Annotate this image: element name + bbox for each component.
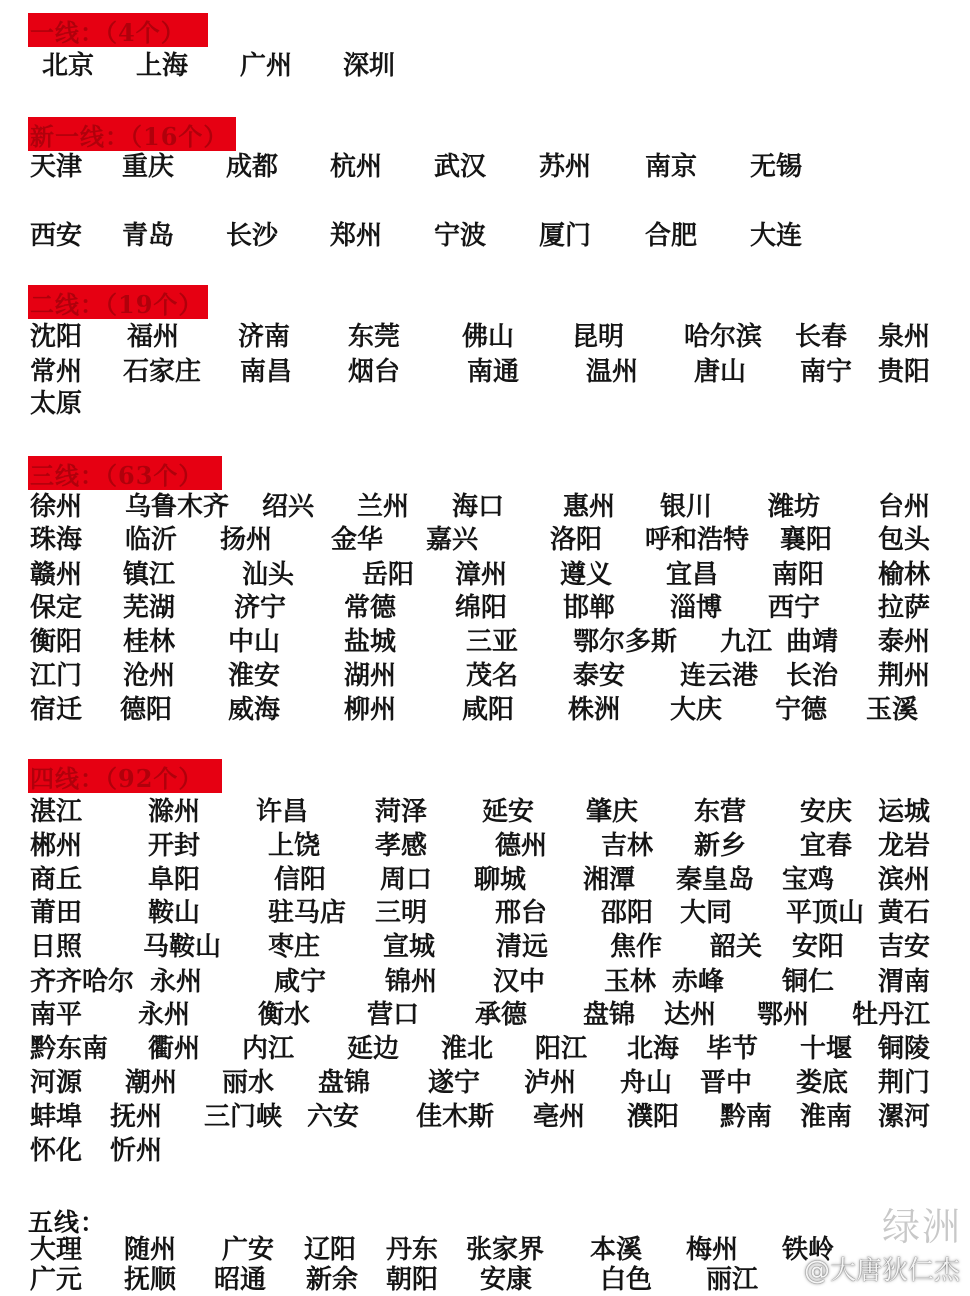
city-name: 济宁 [234,593,287,623]
city-name: 贵阳 [878,357,931,387]
city-name: 汕头 [242,560,295,590]
city-name: 淄博 [670,593,723,623]
city-name: 宿迁 [30,695,83,725]
city-name: 咸阳 [462,695,515,725]
city-name: 常州 [30,357,83,387]
city-name: 韶关 [710,932,763,962]
city-name: 潮州 [125,1068,178,1098]
city-name: 南平 [30,1000,83,1030]
city-name: 德阳 [120,695,173,725]
city-name: 长春 [795,322,848,352]
city-name: 晋中 [700,1068,753,1098]
city-name: 包头 [878,525,931,555]
city-name: 乌鲁木齐 [125,492,230,522]
city-name: 宜昌 [666,560,719,590]
city-name: 阜阳 [148,865,201,895]
city-name: 龙岩 [878,831,931,861]
city-name: 赣州 [30,560,83,590]
city-name: 玉林 [604,967,657,997]
city-name: 泰安 [573,661,626,691]
city-name: 无锡 [750,152,803,182]
city-name: 许昌 [256,797,309,827]
city-name: 沧州 [123,661,176,691]
city-name: 玉溪 [866,695,919,725]
city-name: 潍坊 [768,492,821,522]
city-name: 温州 [586,357,639,387]
city-name: 丽水 [222,1068,275,1098]
city-name: 延安 [482,797,535,827]
city-name: 泸州 [524,1068,577,1098]
city-name: 济南 [238,322,291,352]
city-name: 六安 [307,1102,360,1132]
city-name: 邯郸 [563,593,616,623]
city-name: 内江 [242,1034,295,1064]
city-name: 上饶 [268,831,321,861]
city-name: 十堰 [800,1034,853,1064]
city-name: 三明 [375,898,428,928]
city-name: 秦皇岛 [676,865,755,895]
city-name: 淮南 [800,1102,853,1132]
city-name: 常德 [344,593,397,623]
city-name: 盘锦 [583,1000,636,1030]
city-name: 临沂 [125,525,178,555]
city-name: 白色 [600,1265,653,1295]
city-name: 徐州 [30,492,83,522]
tier-highlight-bar [28,456,222,490]
city-name: 日照 [30,932,83,962]
city-name: 湛江 [30,797,83,827]
city-name: 鞍山 [148,898,201,928]
city-name: 新余 [306,1265,359,1295]
city-name: 达州 [664,1000,717,1030]
city-name: 漯河 [878,1102,931,1132]
city-name: 永州 [138,1000,191,1030]
city-name: 郑州 [330,221,383,251]
city-name: 连云港 [680,661,759,691]
city-name: 拉萨 [878,593,931,623]
city-name: 盐城 [344,627,397,657]
city-name: 肇庆 [586,797,639,827]
city-name: 东莞 [348,322,401,352]
city-name: 汉中 [493,967,546,997]
city-name: 佛山 [462,322,515,352]
city-name: 滁州 [148,797,201,827]
city-name: 亳州 [533,1102,586,1132]
city-name: 宣城 [383,932,436,962]
city-name: 福州 [127,322,180,352]
tier-title: 三线：（63个） [30,460,204,490]
city-name: 宝鸡 [782,865,835,895]
city-name: 苏州 [539,152,592,182]
city-name: 淮安 [228,661,281,691]
city-name: 平顶山 [786,898,865,928]
city-name: 鄂州 [757,1000,810,1030]
city-name: 扬州 [220,525,273,555]
city-name: 曲靖 [786,627,839,657]
city-name: 珠海 [30,525,83,555]
city-name: 北海 [627,1034,680,1064]
city-name: 深圳 [343,51,396,81]
city-name: 南京 [645,152,698,182]
city-name: 大庆 [670,695,723,725]
city-name: 泰州 [878,627,931,657]
city-name: 丹东 [386,1235,439,1265]
city-name: 淮北 [441,1034,494,1064]
city-name: 桂林 [123,627,176,657]
city-name: 洛阳 [550,525,603,555]
city-name: 威海 [228,695,281,725]
city-name: 惠州 [563,492,616,522]
city-name: 茂名 [466,661,519,691]
city-name: 昆明 [572,322,625,352]
city-name: 中山 [228,627,281,657]
city-name: 长治 [786,661,839,691]
city-name: 株洲 [568,695,621,725]
city-name: 天津 [30,152,83,182]
city-name: 毕节 [706,1034,759,1064]
city-name: 信阳 [274,865,327,895]
city-name: 驻马店 [268,898,347,928]
city-name: 抚顺 [124,1265,177,1295]
city-name: 海口 [452,492,505,522]
tier-highlight-bar [28,759,222,793]
city-name: 南宁 [800,357,853,387]
tier-title: 五线： [28,1208,107,1237]
city-name: 铜仁 [782,967,835,997]
city-name: 商丘 [30,865,83,895]
city-name: 呼和浩特 [645,525,750,555]
city-name: 枣庄 [268,932,321,962]
tier-title: 一线：（4个） [30,17,186,47]
city-name: 沈阳 [30,322,83,352]
city-name: 湖州 [344,661,397,691]
city-name: 绍兴 [262,492,315,522]
city-name: 梅州 [686,1235,739,1265]
city-name: 柳州 [344,695,397,725]
city-name: 襄阳 [780,525,833,555]
city-name: 永州 [150,967,203,997]
city-name: 太原 [30,389,83,419]
city-name: 广州 [240,51,293,81]
city-name: 河源 [30,1068,83,1098]
city-name: 濮阳 [627,1102,680,1132]
city-name: 大理 [30,1235,83,1265]
city-name: 焦作 [610,932,663,962]
city-name: 东营 [694,797,747,827]
city-name: 马鞍山 [143,932,222,962]
city-name: 芜湖 [123,593,176,623]
city-name: 上海 [136,51,189,81]
city-name: 随州 [124,1235,177,1265]
city-name: 运城 [878,797,931,827]
city-name: 广元 [30,1265,83,1295]
tier-highlight-bar [28,285,208,319]
city-name: 聊城 [474,865,527,895]
city-name: 青岛 [122,221,175,251]
city-name: 遵义 [560,560,613,590]
tier-header [28,455,222,491]
city-name: 金华 [331,525,384,555]
city-name: 哈尔滨 [684,322,763,352]
city-name: 长沙 [226,221,279,251]
tier-highlight-bar [28,13,208,47]
tier-header [28,12,208,48]
city-name: 铁岭 [782,1235,835,1265]
city-name: 怀化 [30,1136,83,1166]
city-name: 吉林 [601,831,654,861]
city-name: 黔南 [720,1102,773,1132]
city-name: 舟山 [620,1068,673,1098]
city-name: 锦州 [385,967,438,997]
city-name: 吉安 [878,932,931,962]
city-name: 荆州 [878,661,931,691]
city-name: 安阳 [792,932,845,962]
author-handle-watermark: @大唐狄仁杰 [803,1256,960,1286]
city-name: 合肥 [645,221,698,251]
city-name: 安康 [480,1265,533,1295]
city-name: 南通 [467,357,520,387]
city-name: 宁德 [775,695,828,725]
city-name: 郴州 [30,831,83,861]
city-name: 九江 [720,627,773,657]
city-name: 银川 [660,492,713,522]
city-name: 大连 [750,221,803,251]
tier-highlight-bar [28,117,236,151]
city-name: 营口 [367,1000,420,1030]
city-name: 张家界 [466,1235,545,1265]
city-name: 德州 [495,831,548,861]
tier-header [28,116,236,152]
city-name: 武汉 [434,152,487,182]
city-name: 新乡 [694,831,747,861]
city-name: 宜春 [800,831,853,861]
city-name: 镇江 [123,560,176,590]
city-name: 西安 [30,221,83,251]
city-name: 赤峰 [672,967,725,997]
city-name: 西宁 [768,593,821,623]
city-name: 延边 [347,1034,400,1064]
city-name: 安庆 [800,797,853,827]
city-name: 丽江 [706,1265,759,1295]
city-name: 辽阳 [304,1235,357,1265]
city-name: 岳阳 [362,560,415,590]
city-name: 保定 [30,593,83,623]
city-name: 嘉兴 [426,525,479,555]
city-name: 清远 [496,932,549,962]
oasis-watermark-logo: 绿洲 [881,1205,962,1249]
city-name: 南阳 [772,560,825,590]
city-name: 阳江 [535,1034,588,1064]
city-name: 衢州 [148,1034,201,1064]
tier-title: 二线：（19个） [30,289,204,319]
city-name: 鄂尔多斯 [573,627,678,657]
city-name: 杭州 [330,152,383,182]
city-name: 滨州 [878,865,931,895]
city-name: 佳木斯 [416,1102,495,1132]
city-name: 蚌埠 [30,1102,83,1132]
tier-header [28,758,222,794]
city-name: 牡丹江 [852,1000,931,1030]
city-name: 三亚 [466,627,519,657]
city-name: 重庆 [122,152,175,182]
city-name: 遂宁 [428,1068,481,1098]
city-name: 荆门 [878,1068,931,1098]
city-name: 邵阳 [601,898,654,928]
city-name: 石家庄 [123,357,202,387]
city-name: 齐齐哈尔 [30,967,135,997]
city-name: 周口 [380,865,433,895]
tier-header [28,284,208,320]
city-name: 莆田 [30,898,83,928]
city-name: 本溪 [590,1235,643,1265]
city-name: 烟台 [348,357,401,387]
city-name: 北京 [42,51,95,81]
city-name: 抚州 [110,1102,163,1132]
city-name: 台州 [878,492,931,522]
city-name: 黄石 [878,898,931,928]
city-name: 朝阳 [386,1265,439,1295]
city-name: 三门峡 [204,1102,283,1132]
city-name: 南昌 [240,357,293,387]
city-name: 兰州 [357,492,410,522]
city-name: 湘潭 [583,865,636,895]
city-name: 绵阳 [455,593,508,623]
city-name: 黔东南 [30,1034,109,1064]
city-name: 邢台 [495,898,548,928]
city-name: 唐山 [694,357,747,387]
city-name: 忻州 [110,1136,163,1166]
tier-title: 新一线：（16个） [30,121,229,151]
city-name: 成都 [226,152,279,182]
city-name: 宁波 [434,221,487,251]
city-name: 菏泽 [375,797,428,827]
city-name: 厦门 [539,221,592,251]
city-name: 漳州 [455,560,508,590]
city-name: 孝感 [375,831,428,861]
city-name: 铜陵 [878,1034,931,1064]
city-name: 娄底 [796,1068,849,1098]
city-name: 渭南 [878,967,931,997]
city-name: 开封 [148,831,201,861]
city-name: 大同 [680,898,733,928]
city-name: 衡水 [258,1000,311,1030]
city-name: 衡阳 [30,627,83,657]
city-name: 泉州 [878,322,931,352]
city-name: 江门 [30,661,83,691]
city-name: 榆林 [878,560,931,590]
city-name: 盘锦 [318,1068,371,1098]
city-name: 咸宁 [274,967,327,997]
city-name: 广安 [222,1235,275,1265]
city-name: 昭通 [214,1265,267,1295]
tier-title: 四线：（92个） [30,763,204,793]
city-name: 承德 [475,1000,528,1030]
